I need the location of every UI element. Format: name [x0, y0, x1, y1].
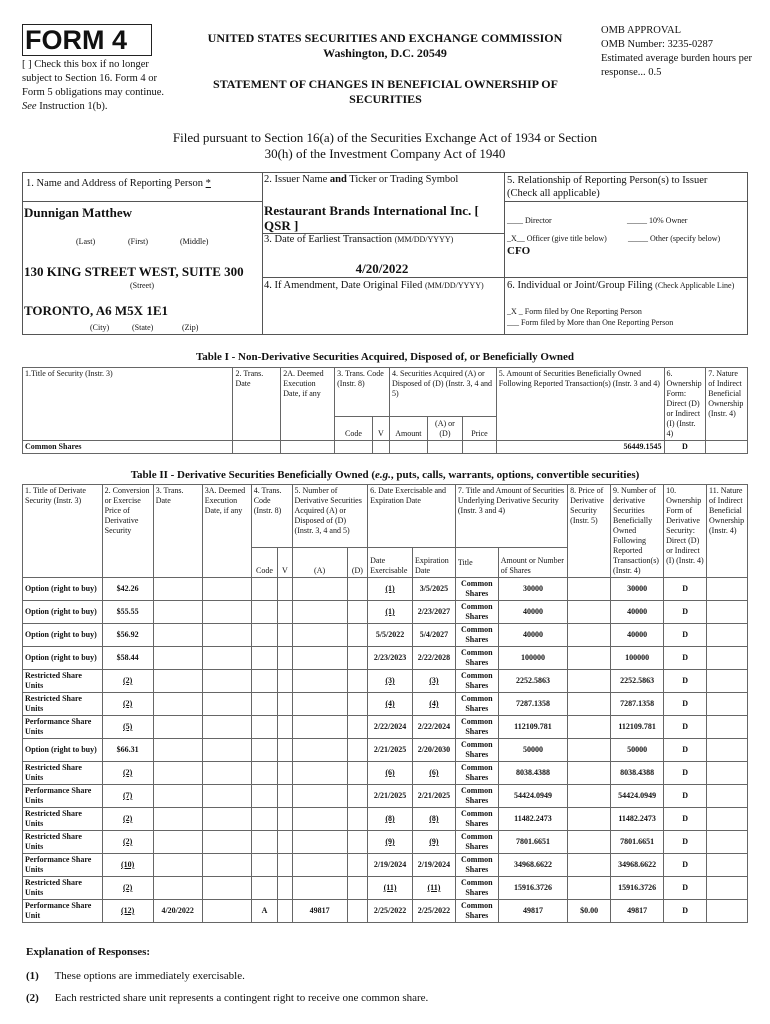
- underlying-title: Common Shares: [461, 579, 493, 598]
- omb-approval: OMB APPROVAL OMB Number: 3235-0287 Estimated average burden hours per response... 0.5: [601, 25, 753, 78]
- t1-sub-aord: (A) or (D): [427, 417, 463, 441]
- label-city: (City): [90, 323, 110, 332]
- underlying-amount: 7287.1358: [515, 699, 550, 708]
- t2-sub-d: (D): [347, 548, 367, 578]
- footnote-link[interactable]: (2): [123, 768, 133, 777]
- underlying-amount: 54424.0949: [513, 791, 552, 800]
- derivative-price: $0.00: [580, 906, 599, 915]
- t2-h-deemed: 3A. Deemed Execution Date, if any: [202, 485, 251, 578]
- underlying-title: Common Shares: [461, 717, 493, 736]
- underlying-title: Common Shares: [461, 625, 493, 644]
- derivative-title: Restricted Share Units: [25, 809, 82, 828]
- ownership-form: D: [682, 699, 688, 708]
- t1-security: Common Shares: [23, 441, 233, 454]
- ownership-form: D: [682, 860, 688, 869]
- form-title: FORM 4: [25, 25, 128, 55]
- t2-sub-v: V: [278, 548, 292, 578]
- derivative-row: [23, 601, 748, 624]
- t2-h-nature: 11. Nature of Indirect Beneficial Ownership (Instr. 4): [707, 485, 748, 578]
- instruction-star-link[interactable]: *: [205, 178, 211, 189]
- ownership-form: D: [682, 745, 688, 754]
- footnote-link[interactable]: (10): [121, 860, 135, 869]
- label-street: (Street): [130, 281, 154, 290]
- derivative-row: [23, 877, 748, 900]
- t1-row: [23, 441, 748, 454]
- t2-h-form: 10. Ownership Form of Derivative Security: Direct (D) or Indirect (I) (Instr. 4): [664, 485, 707, 578]
- t1-h-date: 2. Trans. Date: [233, 368, 281, 441]
- t1-h-title: 1.Title of Security (Instr. 3): [23, 368, 233, 441]
- label-first: (First): [128, 237, 148, 246]
- agency-location: Washington, D.C. 20549: [323, 46, 447, 60]
- derivative-title: Restricted Share Units: [25, 832, 82, 851]
- derivative-title: Performance Share Unit: [25, 901, 92, 920]
- derivative-title: Option (right to buy): [25, 745, 97, 754]
- underlying-amount: 15916.3726: [513, 883, 552, 892]
- ownership-form: D: [682, 676, 688, 685]
- derivative-row: [23, 785, 748, 808]
- expiration-date: 2/25/2022: [417, 906, 451, 915]
- derivative-row: [23, 808, 748, 831]
- street-address: 130 KING STREET WEST, SUITE 300: [24, 264, 244, 279]
- label-middle: (Middle): [180, 237, 209, 246]
- derivative-row: [23, 854, 748, 877]
- footnote-link[interactable]: (8): [429, 814, 439, 823]
- underlying-amount: 7801.6651: [515, 837, 550, 846]
- date-exercisable: 2/19/2024: [373, 860, 407, 869]
- earliest-transaction-date: 4/20/2022: [355, 261, 409, 276]
- underlying-amount: 11482.2473: [514, 814, 552, 823]
- footnote-link[interactable]: (2): [123, 814, 133, 823]
- officer-checkbox[interactable]: _X__ Officer (give title below): [507, 234, 607, 243]
- agency-name: UNITED STATES SECURITIES AND EXCHANGE COMMISSION: [207, 31, 563, 45]
- officer-title: CFO: [507, 245, 531, 257]
- transaction-code: A: [261, 906, 268, 915]
- underlying-title: Common Shares: [461, 809, 493, 828]
- owned-following: 40000: [627, 607, 648, 616]
- underlying-title: Common Shares: [461, 763, 493, 782]
- footnote-link[interactable]: (5): [123, 722, 133, 731]
- t1-sub-amount: Amount: [390, 417, 428, 441]
- derivative-row: [23, 693, 748, 716]
- ownership-form: D: [682, 722, 688, 731]
- derivative-table: [22, 484, 748, 923]
- t2-h-conversion: 2. Conversion or Exercise Price of Derivative Security: [102, 485, 153, 578]
- expiration-date: 5/4/2027: [419, 630, 449, 639]
- underlying-title: Common Shares: [461, 694, 493, 713]
- derivative-row: [23, 739, 748, 762]
- date-exercisable: 5/5/2022: [375, 630, 405, 639]
- t2-sub-a: (A): [292, 548, 347, 578]
- acquired-amount: 49817: [309, 906, 330, 915]
- t1-h-nature: 7. Nature of Indirect Beneficial Ownership (Instr. 4): [706, 368, 748, 441]
- footnote-link[interactable]: (3): [385, 676, 395, 685]
- footnote-link[interactable]: (2): [123, 837, 133, 846]
- t1-h-code: 3. Trans. Code (Instr. 8): [335, 368, 390, 417]
- owned-following: 34968.6622: [618, 860, 657, 869]
- conversion-price: $58.44: [116, 653, 139, 662]
- multi-person-filing-checkbox[interactable]: ___ Form filed by More than One Reporting Person: [507, 318, 674, 327]
- ownership-form: D: [682, 607, 688, 616]
- ownership-form: D: [682, 584, 688, 593]
- t2-sub-expiration: Expiration Date: [413, 548, 456, 578]
- t1-h-owned: 5. Amount of Securities Beneficially Owned Following Reported Transaction(s) (Instr. 3 and 4): [496, 368, 664, 441]
- footnote-link[interactable]: (6): [385, 768, 395, 777]
- underlying-amount: 49817: [522, 906, 543, 915]
- derivative-title: Restricted Share Units: [25, 763, 82, 782]
- date-exercisable: 2/25/2022: [373, 906, 407, 915]
- t2-h-date: 3. Trans. Date: [153, 485, 202, 578]
- derivative-row: [23, 716, 748, 739]
- footnote-link[interactable]: (12): [121, 906, 135, 915]
- underlying-title: Common Shares: [461, 602, 493, 621]
- derivative-title: Option (right to buy): [25, 584, 97, 593]
- owned-following: 54424.0949: [618, 791, 657, 800]
- expiration-date: 2/23/2027: [417, 607, 451, 616]
- underlying-title: Common Shares: [461, 786, 493, 805]
- owned-following: 112109.781: [618, 722, 656, 731]
- footnote-link[interactable]: (6): [429, 768, 439, 777]
- date-exercisable: 2/21/2025: [373, 791, 407, 800]
- footnote-link[interactable]: (11): [427, 883, 441, 892]
- footnote-link[interactable]: (9): [385, 837, 395, 846]
- underlying-amount: 30000: [522, 584, 543, 593]
- derivative-row: [23, 762, 748, 785]
- director-checkbox[interactable]: ____ Director: [507, 216, 552, 225]
- underlying-title: Common Shares: [461, 878, 493, 897]
- city-state-zip: TORONTO, A6 M5X 1E1: [24, 303, 168, 318]
- non-derivative-table: [22, 367, 748, 454]
- underlying-amount: 2252.5863: [515, 676, 550, 685]
- t2-h-title: 1. Title of Derivate Security (Instr. 3): [23, 485, 103, 578]
- footnote-link[interactable]: (8): [385, 814, 395, 823]
- label-zip: (Zip): [182, 323, 199, 332]
- ownership-form: D: [682, 837, 688, 846]
- derivative-title: Restricted Share Units: [25, 694, 82, 713]
- derivative-row: [23, 900, 748, 923]
- owned-following: 100000: [625, 653, 650, 662]
- owned-following: 8038.4388: [620, 768, 655, 777]
- t2-sub-code: Code: [251, 548, 278, 578]
- box4-label: 4. If Amendment, Date Original Filed (MM/DD/YYYY): [264, 280, 484, 291]
- underlying-amount: 112109.781: [514, 722, 552, 731]
- date-exercisable: 2/21/2025: [373, 745, 407, 754]
- label-last: (Last): [76, 237, 96, 246]
- owned-following: 11482.2473: [618, 814, 656, 823]
- t2-sub-amount: Amount or Number of Shares: [498, 548, 567, 578]
- expiration-date: 2/20/2030: [417, 745, 451, 754]
- underlying-title: Common Shares: [461, 832, 493, 851]
- t2-sub-title: Title: [455, 548, 498, 578]
- ownership-form: D: [682, 630, 688, 639]
- derivative-title: Restricted Share Units: [25, 671, 82, 690]
- ownership-form: D: [682, 653, 688, 662]
- box6-label: 6. Individual or Joint/Group Filing (Check Applicable Line): [507, 280, 735, 291]
- no-longer-subject-checkbox[interactable]: [ ] Check this box if no longer subject to Section 16. Form 4 or Form 5 obligations may continue. See Instruction 1(b).: [22, 59, 165, 112]
- table2-title: Table II - Derivative Securities Beneficially Owned (e.g., puts, calls, warrants, options, convertible securities): [130, 469, 640, 481]
- date-exercisable: 2/23/2023: [373, 653, 407, 662]
- footnote-link[interactable]: (1): [385, 607, 395, 616]
- expiration-date: 2/22/2024: [417, 722, 451, 731]
- explanation-title: Explanation of Responses:: [26, 946, 151, 958]
- footnote-link[interactable]: (7): [123, 791, 133, 800]
- t1-h-deemed: 2A. Deemed Execution Date, if any: [281, 368, 335, 441]
- underlying-amount: 50000: [522, 745, 543, 754]
- t1-h-acquired: 4. Securities Acquired (A) or Disposed of (D) (Instr. 3, 4 and 5): [390, 368, 497, 417]
- t1-h-form: 6. Ownership Form: Direct (D) or Indirect (I) (Instr. 4): [664, 368, 706, 441]
- footnote-link[interactable]: (4): [429, 699, 439, 708]
- owned-following: 2252.5863: [620, 676, 655, 685]
- one-person-filing-checkbox[interactable]: _X _ Form filed by One Reporting Person: [507, 307, 642, 316]
- underlying-amount: 100000: [520, 653, 545, 662]
- owned-following: 30000: [627, 584, 648, 593]
- t2-h-number: 5. Number of Derivative Securities Acquired (A) or Disposed of (D) (Instr. 3, 4 and 5): [292, 485, 368, 548]
- footnote-2: (2) Each restricted share unit represents a contingent right to receive one common share.: [26, 992, 429, 1004]
- t2-h-owned: 9. Number of derivative Securities Beneficially Owned Following Reported Transaction(s) (Instr. 4): [611, 485, 664, 578]
- box3-label: 3. Date of Earliest Transaction (MM/DD/YYYY): [264, 234, 454, 245]
- footnote-link[interactable]: (4): [385, 699, 395, 708]
- expiration-date: 3/5/2025: [419, 584, 449, 593]
- derivative-row: [23, 647, 748, 670]
- box2-label: 2. Issuer Name and Ticker or Trading Symbol: [264, 174, 459, 185]
- ownership-form: D: [682, 791, 688, 800]
- date-exercisable: 2/22/2024: [373, 722, 407, 731]
- underlying-amount: 40000: [522, 607, 543, 616]
- issuer-name: Restaurant Brands International Inc. [ QSR ]: [264, 203, 479, 233]
- derivative-row: [23, 670, 748, 693]
- underlying-amount: 34968.6622: [513, 860, 552, 869]
- footnote-link[interactable]: (2): [123, 676, 133, 685]
- expiration-date: 2/21/2025: [417, 791, 451, 800]
- footnote-link[interactable]: (2): [123, 883, 133, 892]
- derivative-title: Option (right to buy): [25, 607, 97, 616]
- box1-label: 1. Name and Address of Reporting Person *: [26, 178, 211, 189]
- form-title-box: [22, 24, 152, 56]
- ownership-form: D: [682, 883, 688, 892]
- explanation-list: [26, 965, 746, 1009]
- conversion-price: $66.31: [116, 745, 139, 754]
- ownership-form: D: [682, 768, 688, 777]
- t2-h-exercisable: 6. Date Exercisable and Expiration Date: [368, 485, 456, 548]
- underlying-title: Common Shares: [461, 901, 493, 920]
- owned-following: 15916.3726: [618, 883, 657, 892]
- derivative-title: Option (right to buy): [25, 653, 97, 662]
- t1-owned: 56449.1545: [496, 441, 664, 454]
- t2-h-underlying: 7. Title and Amount of Securities Underlying Derivative Security (Instr. 3 and 4): [455, 485, 567, 548]
- derivative-row: [23, 578, 748, 601]
- t1-form: D: [664, 441, 706, 454]
- statement-title: STATEMENT OF CHANGES IN BENEFICIAL OWNERSHIP OF SECURITIES: [213, 77, 558, 106]
- footnote-link[interactable]: (3): [429, 676, 439, 685]
- label-state: (State): [132, 323, 154, 332]
- underlying-title: Common Shares: [461, 740, 493, 759]
- footnote-link[interactable]: (1): [385, 584, 395, 593]
- t1-sub-code: Code: [335, 417, 373, 441]
- t1-sub-v: V: [372, 417, 389, 441]
- reporting-person-name: Dunnigan Matthew: [24, 205, 132, 220]
- owned-following: 7287.1358: [620, 699, 655, 708]
- footnote-link[interactable]: (9): [429, 837, 439, 846]
- ownership-form: D: [682, 906, 688, 915]
- expiration-date: 2/19/2024: [417, 860, 451, 869]
- underlying-title: Common Shares: [461, 855, 493, 874]
- derivative-row: [23, 624, 748, 647]
- filed-pursuant: Filed pursuant to Section 16(a) of the Securities Exchange Act of 1934 or Section 30(h) of the Investment Company Act of 1940: [172, 130, 598, 161]
- transaction-date: 4/20/2022: [161, 906, 194, 915]
- other-checkbox[interactable]: _____ Other (specify below): [628, 234, 721, 243]
- derivative-title: Performance Share Units: [25, 786, 92, 805]
- conversion-price: $42.26: [116, 584, 139, 593]
- derivative-title: Option (right to buy): [25, 630, 97, 639]
- t2-h-price: 8. Price of Derivative Security (Instr. 5): [568, 485, 611, 578]
- conversion-price: $55.55: [116, 607, 139, 616]
- ownership-form: D: [682, 814, 688, 823]
- derivative-title: Performance Share Units: [25, 717, 92, 736]
- t2-h-code: 4. Trans. Code (Instr. 8): [251, 485, 292, 548]
- underlying-title: Common Shares: [461, 671, 493, 690]
- footnote-link[interactable]: (2): [123, 699, 133, 708]
- expiration-date: 2/22/2028: [417, 653, 451, 662]
- derivative-title: Restricted Share Units: [25, 878, 82, 897]
- ten-percent-owner-checkbox[interactable]: _____ 10% Owner: [627, 216, 688, 225]
- footnote-1: (1) These options are immediately exercisable.: [26, 970, 245, 982]
- derivative-title: Performance Share Units: [25, 855, 92, 874]
- underlying-amount: 8038.4388: [515, 768, 550, 777]
- owned-following: 50000: [627, 745, 648, 754]
- owned-following: 49817: [627, 906, 648, 915]
- t2-sub-exercisable: Date Exercisable: [368, 548, 413, 578]
- owned-following: 7801.6651: [620, 837, 655, 846]
- conversion-price: $56.92: [116, 630, 139, 639]
- box5-label: 5. Relationship of Reporting Person(s) to Issuer (Check all applicable): [507, 175, 708, 199]
- owned-following: 40000: [627, 630, 648, 639]
- derivative-row: [23, 831, 748, 854]
- underlying-amount: 40000: [522, 630, 543, 639]
- underlying-title: Common Shares: [461, 648, 493, 667]
- table1-title: Table I - Non-Derivative Securities Acquired, Disposed of, or Beneficially Owned: [195, 351, 575, 363]
- t1-sub-price: Price: [463, 417, 497, 441]
- footnote-link[interactable]: (11): [383, 883, 397, 892]
